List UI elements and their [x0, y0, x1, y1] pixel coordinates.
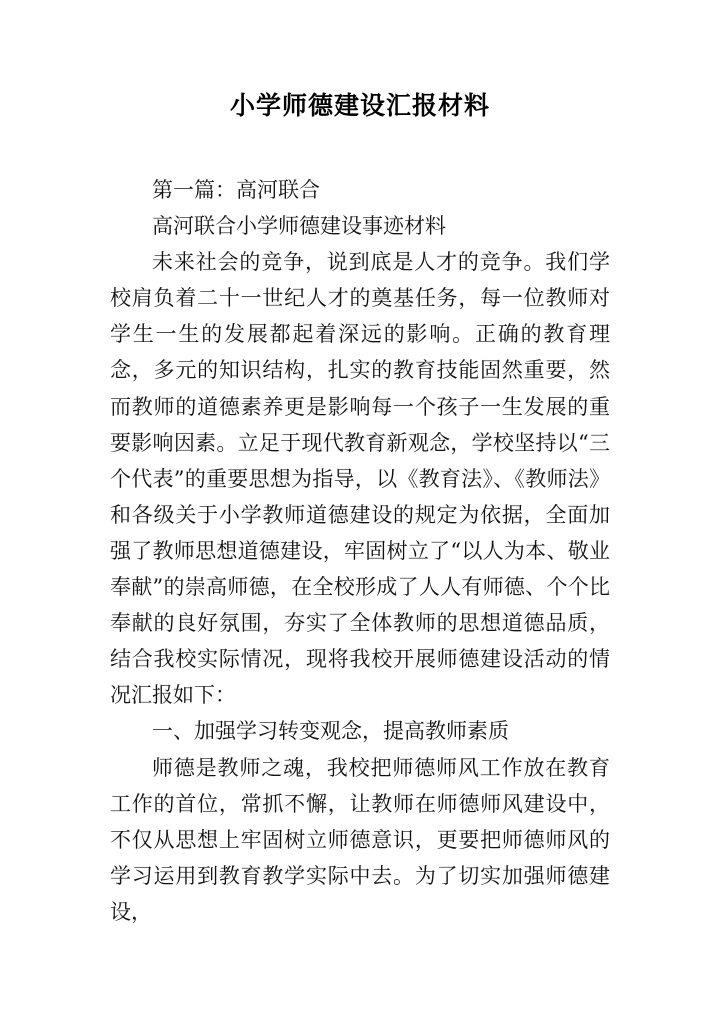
- subtitle: 高河联合小学师德建设事迹材料: [152, 214, 446, 239]
- body-paragraph: 未来社会的竞争，说到底是人才的竞争。我们学校肩负着二十一世纪人才的奠基任务，每一位教师对学生一生的发展都起着深远的影响。正确的教育理念，多元的知识结构，扎实的教育技能固然重要，然而教师的道德素养更是影响每一个孩子一生发展的重要影响因素。立足于现代教育新观念，学校坚持以“三个代表”的重要思想为指导，以《教育法》、《教师法》和各级关于小学教师道德建设的规定为依据，全面加强了教师思想道德建设，牢固树立了“以人为本、敬业奉献”的崇高师德，在全校形成了人人有师德、个个比奉献的良好氛围，夯实了全体教师的思想道德品质，结合我校实际情况，现将我校开展师德建设活动的情况汇报如下：: [110, 250, 610, 708]
- body-paragraph: 师德是教师之魂，我校把师德师风工作放在教育工作的首位，常抓不懈，让教师在师德师风建设中，不仅从思想上牢固树立师德意识，更要把师德师风的学习运用到教育教学实际中去。为了切实加强师德建设，: [110, 755, 610, 924]
- document-title: 小学师德建设汇报材料: [229, 91, 490, 120]
- section-heading: 一、加强学习转变观念，提高教师素质: [152, 719, 509, 744]
- section-heading: 第一篇：高河联合: [152, 178, 320, 202]
- document-body: [110, 172, 610, 930]
